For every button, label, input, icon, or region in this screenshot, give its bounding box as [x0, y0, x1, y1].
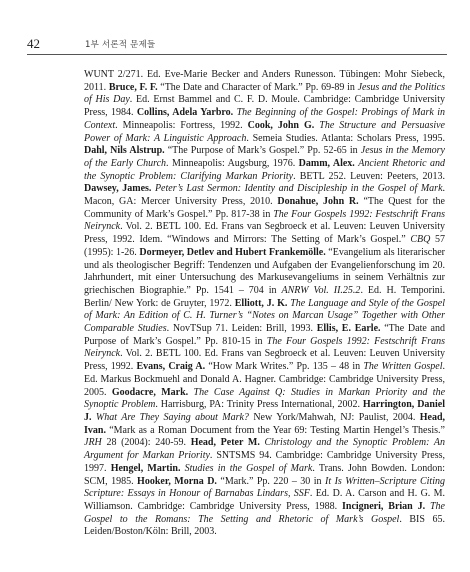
author-name: Damm, Alex. [298, 157, 355, 169]
citation-text: . Ed. Markus Bockmuehl and Donald A. Hagner. Cambridge: Cambridge University Press, 2005. [84, 361, 445, 398]
work-title: What Are They Saying about Mark? [95, 411, 249, 423]
citation-text: . Minneapolis: Fortress, 1992. [115, 119, 248, 131]
citation-text: . Ed. Ernst Bammel and C. F. D. Moule. Cambridge: Cambridge University Press, 1984. [84, 94, 445, 119]
bibliography-text [84, 69, 445, 539]
work-title: The Gospel to the Romans: The Setting and Rhetoric of Mark’s Gospel [84, 500, 445, 525]
citation-text: “How Mark Writes.” Pp. 135 – 48 in [205, 361, 364, 373]
work-title: JRH [84, 437, 102, 449]
work-title: Ancient Rhetoric and the Synoptic Problem: Clarifying Markan Priority [84, 157, 445, 182]
header-rule [27, 54, 447, 55]
author-name: Donahue, John R. [277, 196, 359, 208]
work-title: CBQ [410, 234, 431, 246]
author-name: Incigneri, Brian J. [342, 500, 426, 512]
page-number: 42 [27, 36, 40, 51]
citation-text: New York/Mahwah, NJ: Paulist, 2004. [248, 411, 420, 423]
citation-text: . Ed. H. Temporini. Berlin/ New York: de Gruyter, 1972. [84, 284, 445, 309]
author-name: Bruce, F. F. [108, 81, 158, 93]
citation-text: WUNT 2/271. Ed. Eve-Marie Becker and Anders Runesson. Tübingen: Mohr Siebeck, 2011. [84, 69, 445, 93]
citation-text: “Mark as a Roman Document from the Year 69: Testing Martin Hengel’s Thesis.” [105, 424, 445, 436]
citation-text: “The Date and Purpose of Mark’s Gospel.” Pp. 810-15 in [84, 323, 445, 347]
work-title: Peter’s Last Sermon: Identity and Discipleship in the Gospel of Mark [154, 183, 443, 195]
author-name: Cook, John G. [247, 119, 315, 131]
work-title: The Case Against Q: Studies in Markan Priority and the Synoptic Problem [84, 386, 446, 411]
author-name: Dahl, Nils Alstrup. [84, 145, 165, 157]
author-name: Goodacre, Mark. [111, 386, 189, 398]
work-title: The Beginning of the Gospel: Probings of Mark in Context [84, 107, 445, 131]
citation-text: “The Purpose of Mark’s Gospel.” Pp. 52-65 in [164, 145, 361, 157]
citation-text: . NovTSup 71. Leiden: Brill, 1993. [166, 323, 317, 335]
bibliography-paragraph [84, 69, 445, 539]
work-title: Jesus in the Memory of the Early Church [84, 145, 445, 169]
citation-text: . Minneapolis: Augsburg, 1976. [166, 157, 299, 169]
author-name: Harrington, Daniel J. [84, 399, 445, 423]
citation-text: . Trans. John Bowden. London: SCM, 1985. [84, 462, 445, 487]
author-name: Head, Peter M. [190, 437, 260, 449]
author-name: Collins, Adela Yarbro. [136, 107, 234, 119]
citation-text: . Vol. 2. BETL 100. Ed. Frans van Segbroeck et al. Leuven: Leuven University Press, 1992. [84, 348, 445, 373]
work-title: The Structure and Persuasive Power of Mark: A Linguistic Approach [84, 119, 445, 144]
work-title: The Four Gospels 1992: Festschrift Frans Neirynck [84, 335, 446, 360]
running-head: 1부 서론적 문제들 [85, 40, 156, 50]
work-title: The Four Gospels 1992: Festschrift Frans Neirynck [84, 208, 446, 233]
citation-text: 57 (1995): 1-26. [84, 234, 445, 258]
citation-text: . BETL 252. Leuven: Peeters, 2013. [293, 170, 445, 182]
page-header [27, 36, 447, 56]
author-name: Elliott, J. K. [234, 297, 288, 309]
citation-text: “The Date and Character of Mark.” Pp. 69-89 in [157, 81, 358, 93]
citation-text: 28 (2004): 240-59. [101, 437, 191, 449]
work-title: The Language and Style of the Gospel of Mark: An Edition of C. H. Turner’s “Notes on Marcan Usage” Together with Other Comparable Studies [84, 297, 446, 335]
citation-text: “Evangelium als literarischer und als theologischer Begriff: Tendenzen und Aufgaben der Evangelienforschung im 20. Jahrhundert, mit einer Untersuchung des Markusevangeliums in seinem Verhältnis zur griechischen Biographie.” Pp. 1541 – 704 in [84, 246, 445, 296]
citation-text: . BIS 65. Leiden/Boston/Köln: Brill, 2003. [84, 513, 445, 538]
citation-text: “The Quest for the Community of Mark’s Gospel.” Pp. 817-38 in [84, 196, 445, 220]
author-name: Evans, Craig A. [136, 361, 206, 373]
citation-text: “Mark.” Pp. 220 – 30 in [216, 475, 325, 487]
author-name: Head, Ivan. [84, 411, 446, 436]
citation-text: . Harrisburg, PA: Trinity Press International, 2002. [155, 399, 363, 411]
work-title: Christology and the Synoptic Problem: An Argument for Markan Priority [84, 437, 446, 462]
citation-text: . Semeia Studies. Atlanta: Scholars Press, 1995. [246, 132, 446, 144]
author-name: Ellis, E. Earle. [316, 323, 381, 335]
author-name: Dawsey, James. [84, 183, 152, 195]
work-title: The Written Gospel [363, 361, 443, 373]
citation-text: . Vol. 2. BETL 100. Ed. Frans van Segbroeck et al. Leuven: Leuven University Press, 1992. Idem. “Windows and Mirrors: The Setting of Mark’s Gospel.” [84, 221, 445, 246]
work-title: Jesus and the Politics of His Day [84, 81, 446, 106]
work-title: Studies in the Gospel of Mark [184, 462, 313, 474]
author-name: Hengel, Martin. [110, 462, 181, 474]
citation-text: . SNTSMS 94. Cambridge: Cambridge University Press, 1997. [84, 450, 446, 474]
work-title: It Is Written–Scripture Citing Scripture: Essays in Honour of Barnabas Lindars, SSF [84, 475, 445, 500]
work-title: ANRW Vol. II.25.2 [281, 284, 361, 296]
citation-text: . Macon, GA: Mercer University Press, 2010. [84, 183, 446, 208]
citation-text: . Ed. D. A. Carson and H. G. M. Williamson. Cambridge: Cambridge University Press, 1988. [84, 488, 445, 512]
author-name: Hooker, Morna D. [137, 475, 217, 487]
author-name: Dormeyer, Detlev and Hubert Frankemölle. [139, 246, 326, 258]
